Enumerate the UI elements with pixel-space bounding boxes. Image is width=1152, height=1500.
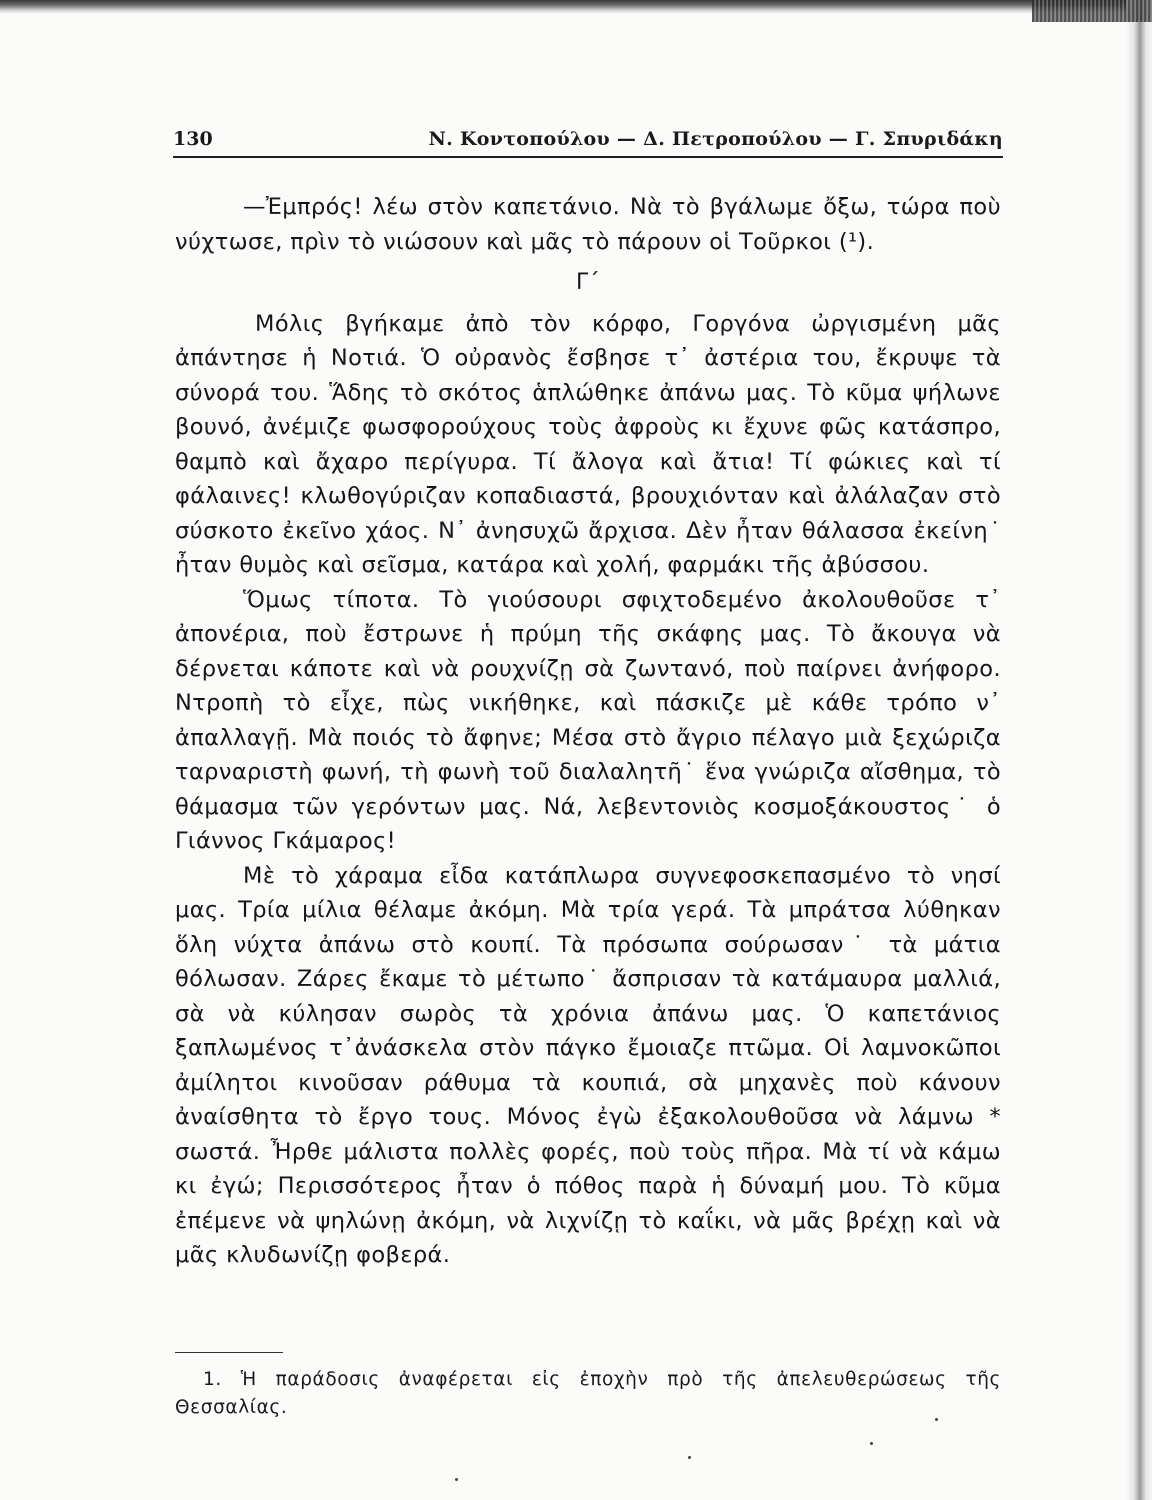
running-header (173, 128, 1003, 158)
page-number: 130 (173, 128, 213, 150)
paragraph-3: Μὲ τὸ χάραμα εἶδα κατάπλωρα συγνεφοσκεπασμένο τὸ νησί μας. Τρία μίλια θέλαμε ἀκόμη. Μὰ τρία γερά. Τὰ μπράτσα λύθηκαν ὅλη νύχτα ἀπάνω στὸ κουπί. Τὰ πρόσωπα σούρωσαν˙ τὰ μάτια θόλωσαν. Ζάρες ἔκαμε τὸ μέτωπο˙ ἄσπρισαν τὰ κατάμαυρα μαλλιά, σὰ νὰ κύλησαν σωρὸς τὰ χρόνια ἀπάνω μας. Ὁ καπετάνιος ξαπλωμένος τ᾽ἀνάσκελα στὸν πάγκο ἔμοιαζε πτῶμα. Οἱ λαμνοκῶποι ἀμίλητοι κινοῦσαν ράθυμα τὰ κουπιά, σὰ μηχανὲς ποὺ κάνουν ἀναίσθητα τὸ ἔργο τους. Μόνος ἐγὼ ἐξακολουθοῦσα νὰ λάμνω * σωστά. Ἦρθε μάλιστα πολλὲς φορές, ποὺ τοὺς πῆρα. Μὰ τί νὰ κάμω κι ἐγώ; Περισσότερος ἦταν ὁ πόθος παρὰ ἡ δύναμή μου. Τὸ κῦμα ἐπέμενε νὰ ψηλώνῃ ἀκόμη, νὰ λιχνίζῃ τὸ καΐκι, νὰ μᾶς βρέχῃ καὶ νὰ μᾶς κλυδωνίζῃ φοβερά. (175, 862, 1001, 1268)
body-text (175, 190, 1001, 1273)
running-title: Ν. Κοντοπούλου — Δ. Πετροπούλου — Γ. Σπυριδάκη (428, 128, 1003, 150)
paragraph-2: Ὅμως τίποτα. Τὸ γιούσουρι σφιχτοδεμένο ἀκολουθοῦσε τ᾽ ἀπονέρια, ποὺ ἔστρωνε ἡ πρύμη τῆς σκάφης μας. Τὸ ἄκουγα νὰ δέρνεται κάποτε καὶ νὰ ρουχνίζῃ σὰ ζωντανό, ποὺ παίρνει ἀνήφορο. Ντροπὴ τὸ εἶχε, πὼς νικήθηκε, καὶ πάσκιζε μὲ κάθε τρόπο ν᾽ ἀπαλλαγῇ. Μὰ ποιός τὸ ἄφηνε; Μέσα στὸ ἄγριο πέλαγο μιὰ ξεχώριζα ταρναριστὴ φωνή, τὴ φωνὴ τοῦ διαλαλητῆ˙ ἕνα γνώριζα αἴσθημα, τὸ θάμασμα τῶν γερόντων μας. Νά, λεβεντονιὸς κοσμοξάκουστος˙ ὁ Γιάννος Γκάμαρος! (175, 586, 1001, 854)
opening-paragraph: —Ἐμπρός! λέω στὸν καπετάνιο. Νὰ τὸ βγάλωμε ὄξω, τώρα ποὺ νύχτωσε, πρὶν τὸ νιώσουν καὶ μᾶς τὸ πάρουν οἱ Τοῦρκοι (¹). (175, 194, 1001, 255)
paragraph-1: Μόλις βγήκαμε ἀπὸ τὸν κόρφο, Γοργόνα ὠργισμένη μᾶς ἀπάντησε ἡ Νοτιά. Ὁ οὐρανὸς ἔσβησε τ᾽ ἀστέρια του, ἔκρυψε τὰ σύνορά του. Ἅδης τὸ σκότος ἁπλώθηκε ἀπάνω μας. Τὸ κῦμα ψήλωνε βουνό, ἀνέμιζε φωσφορούχους τοὺς ἀφροὺς κι ἔχυνε φῶς κατάσπρο, θαμπὸ καὶ ἄχαρο περίγυρα. Τί ἄλογα καὶ ἄτια! Τί φώκιες καὶ τί φάλαινες! κλωθογύριζαν κοπαδιαστά, βρουχιόνταν καὶ ἀλάλαζαν στὸ σύσκοτο ἐκεῖνο χάος. Ν᾽ ἀνησυχῶ ἄρχισα. Δὲν ἦταν θάλασσα ἐκείνη˙ ἦταν θυμὸς καὶ σεῖσμα, κατάρα καὶ χολή, φαρμάκι τῆς ἀβύσσου. (175, 310, 1001, 578)
scan-speck (935, 1418, 938, 1421)
scan-speck (688, 1456, 691, 1459)
page-corner-shadow (1032, 0, 1152, 22)
scan-speck (455, 1478, 458, 1481)
footnote: 1. Ἡ παράδοσις ἀναφέρεται εἰς ἐποχὴν πρὸ τῆς ἀπελευθερώσεως τῆς Θεσσαλίας. (175, 1369, 1001, 1418)
page-top-edge (0, 0, 1152, 14)
section-mark: Γ΄ (575, 270, 601, 295)
page-right-edge (1126, 0, 1152, 1500)
scan-speck (870, 1442, 873, 1445)
footnote-rule (175, 1352, 283, 1353)
